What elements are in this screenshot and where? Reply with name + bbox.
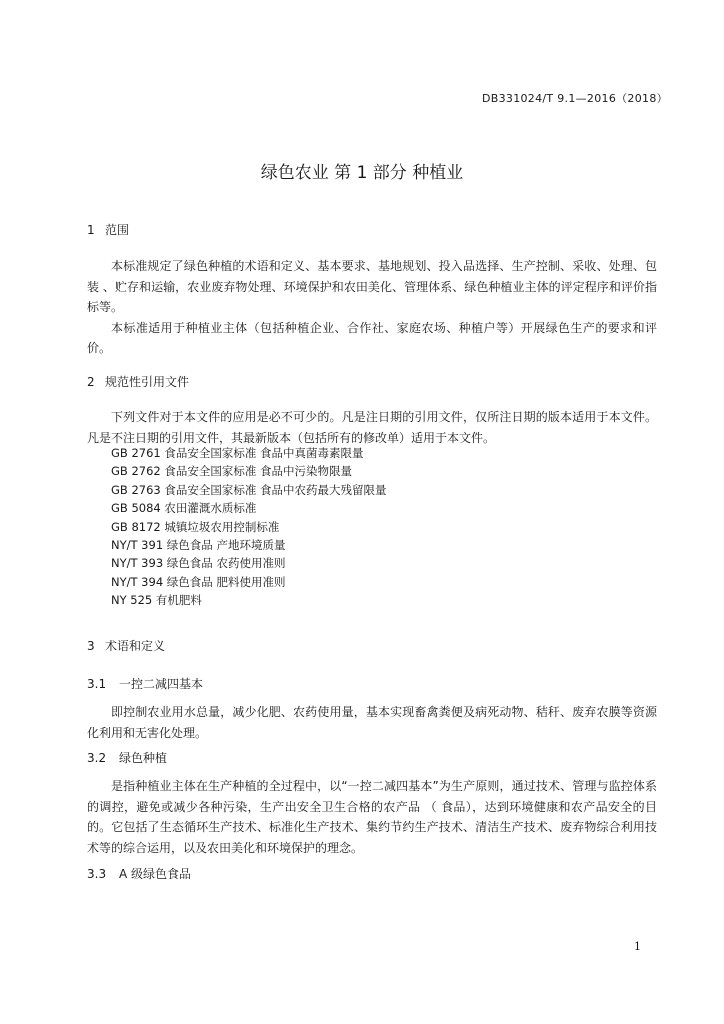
section-title: 术语和定义: [105, 639, 166, 653]
standard-id: DB331024/T 9.1—2016（2018）: [482, 92, 668, 105]
section-1-heading: [87, 221, 129, 238]
paragraph: 下列文件对于本文件的应用是必不可少的。凡是注日期的引用文件，仅所注日期的版本适用于本文件。凡是不注日期的引用文件，其最新版本（包括所有的修改单）适用于本文件。: [87, 410, 657, 445]
section-title: 规范性引用文件: [105, 375, 190, 389]
document-title: 绿色农业 第 1 部分 种植业: [260, 163, 464, 183]
reference-item: GB 2763 食品安全国家标准 食品中农药最大残留限量: [111, 482, 387, 497]
subsection-3-1-body: [87, 702, 657, 743]
subsection-title: A 级绿色食品: [119, 867, 192, 881]
section-number: 1: [87, 223, 95, 237]
reference-item: GB 2762 食品安全国家标准 食品中污染物限量: [111, 464, 353, 479]
section-number: 2: [87, 375, 95, 389]
section-2-intro: [87, 407, 657, 448]
paragraph: 本标准适用于种植业主体（包括种植企业、合作社、家庭农场、种植户等）开展绿色生产的要求和评价。: [87, 320, 657, 355]
reference-item: GB 8172 城镇垃圾农用控制标准: [111, 519, 280, 534]
paragraph: 是指种植业主体在生产种植的全过程中，以“一控二减四基本”为生产原则，通过技术、管理与监控体系的调控，避免或减少各种污染，生产出安全卫生合格的农产品 （ 食品），达到环境健康和农产品安全的目的。它包括了生态循环生产技术、标准化生产技术、集约节约生产技术、清洁生产技术、废弃物综合利用技术等的综合运用，以及农田美化和环境保护的理念。: [87, 779, 657, 855]
subsection-3-1-heading: [87, 675, 203, 692]
section-3-heading: [87, 637, 165, 654]
page-number: 1: [634, 940, 641, 953]
section-2-heading: [87, 373, 189, 390]
subsection-number: 3.3: [87, 867, 107, 881]
reference-item: GB 5084 农田灌溉水质标准: [111, 501, 257, 516]
reference-item: GB 2761 食品安全国家标准 食品中真菌毒素限量: [111, 446, 364, 460]
reference-item: NY/T 393 绿色食品 农药使用准则: [111, 556, 286, 571]
subsection-3-2-heading: [87, 749, 167, 766]
section-number: 3: [87, 639, 95, 653]
subsection-number: 3.2: [87, 751, 107, 765]
subsection-title: 一控二减四基本: [119, 677, 204, 691]
section-title: 范围: [105, 223, 130, 237]
reference-item: NY/T 394 绿色食品 肥料使用准则: [111, 574, 286, 589]
reference-item: NY/T 391 绿色食品 产地环境质量: [111, 538, 286, 553]
subsection-3-3-heading: [87, 865, 191, 882]
reference-list: [111, 444, 387, 610]
paragraph: 即控制农业用水总量，减少化肥、农药使用量，基本实现畜禽粪便及病死动物、秸秆、废弃农膜等资源化利用和无害化处理。: [87, 705, 657, 740]
paragraph: 本标准规定了绿色种植的术语和定义、基本要求、基地规划、投入品选择、生产控制、采收、处理、包装 、贮存和运输，农业废弃物处理、环境保护和农田美化、管理体系、绿色种植业主体的评定程序和评价指标等。: [87, 259, 657, 314]
subsection-number: 3.1: [87, 677, 107, 691]
reference-item: NY 525 有机肥料: [111, 593, 202, 608]
subsection-title: 绿色种植: [119, 751, 168, 765]
subsection-3-2-body: [87, 776, 657, 858]
section-1-body: [87, 256, 657, 359]
